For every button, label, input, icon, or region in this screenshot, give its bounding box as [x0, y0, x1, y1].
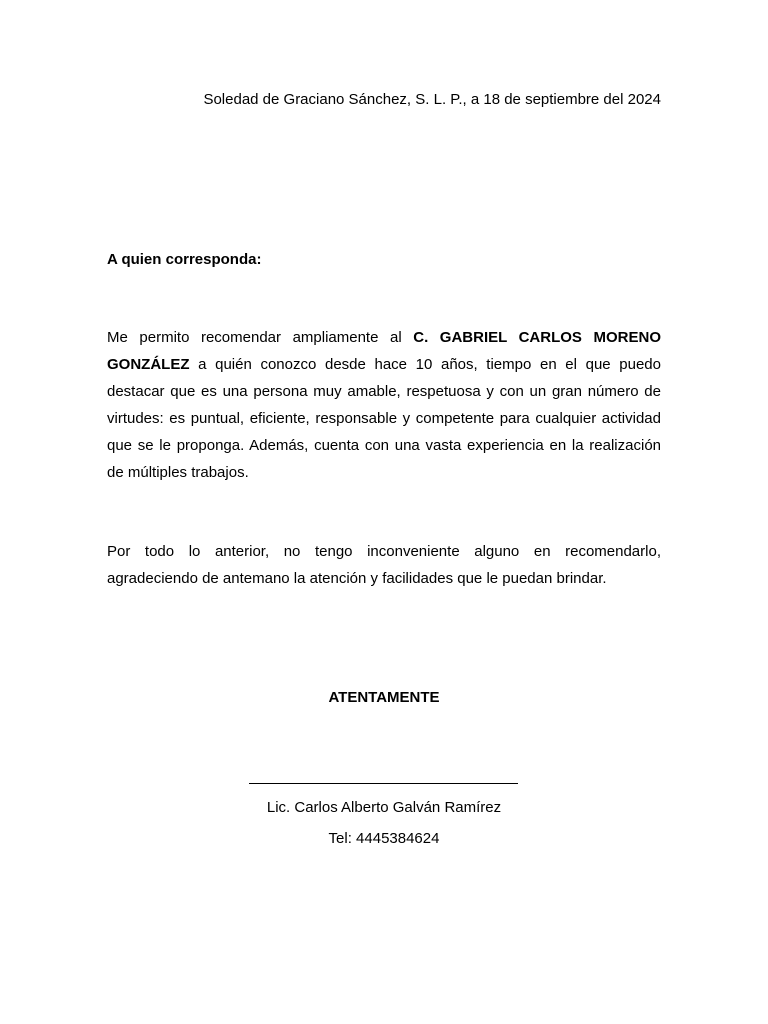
paragraph-body: a quién conozco desde hace 10 años, tiempo en el que puedo destacar que es una persona muy amable, respetuosa y con un gran número de virtudes: es puntual, eficiente, responsable y competente para cualquier actividad que se le proponga. Además, cuenta con una vasta experiencia en la realización de múltiples trabajos. — [107, 356, 661, 481]
paragraph-intro: Me permito recomendar ampliamente al — [107, 329, 414, 346]
closing-word: ATENTAMENTE — [328, 689, 440, 706]
closing-paragraph: Por todo lo anterior, no tengo inconveniente alguno en recomendarlo, agradeciendo de antemano la atención y facilidades que le puedan brindar. — [107, 543, 661, 587]
signature-line — [249, 783, 518, 784]
signer-name: Lic. Carlos Alberto Galván Ramírez — [266, 799, 502, 816]
recommendation-paragraph — [107, 324, 661, 486]
signer-phone: Tel: 4445384624 — [328, 830, 440, 847]
date-line: Soledad de Graciano Sánchez, S. L. P., a 18 de septiembre del 2024 — [203, 91, 661, 108]
recommended-person-name: C. GABRIEL CARLOS MORENO GONZÁLEZ — [107, 329, 661, 373]
salutation: A quien corresponda: — [107, 251, 262, 268]
